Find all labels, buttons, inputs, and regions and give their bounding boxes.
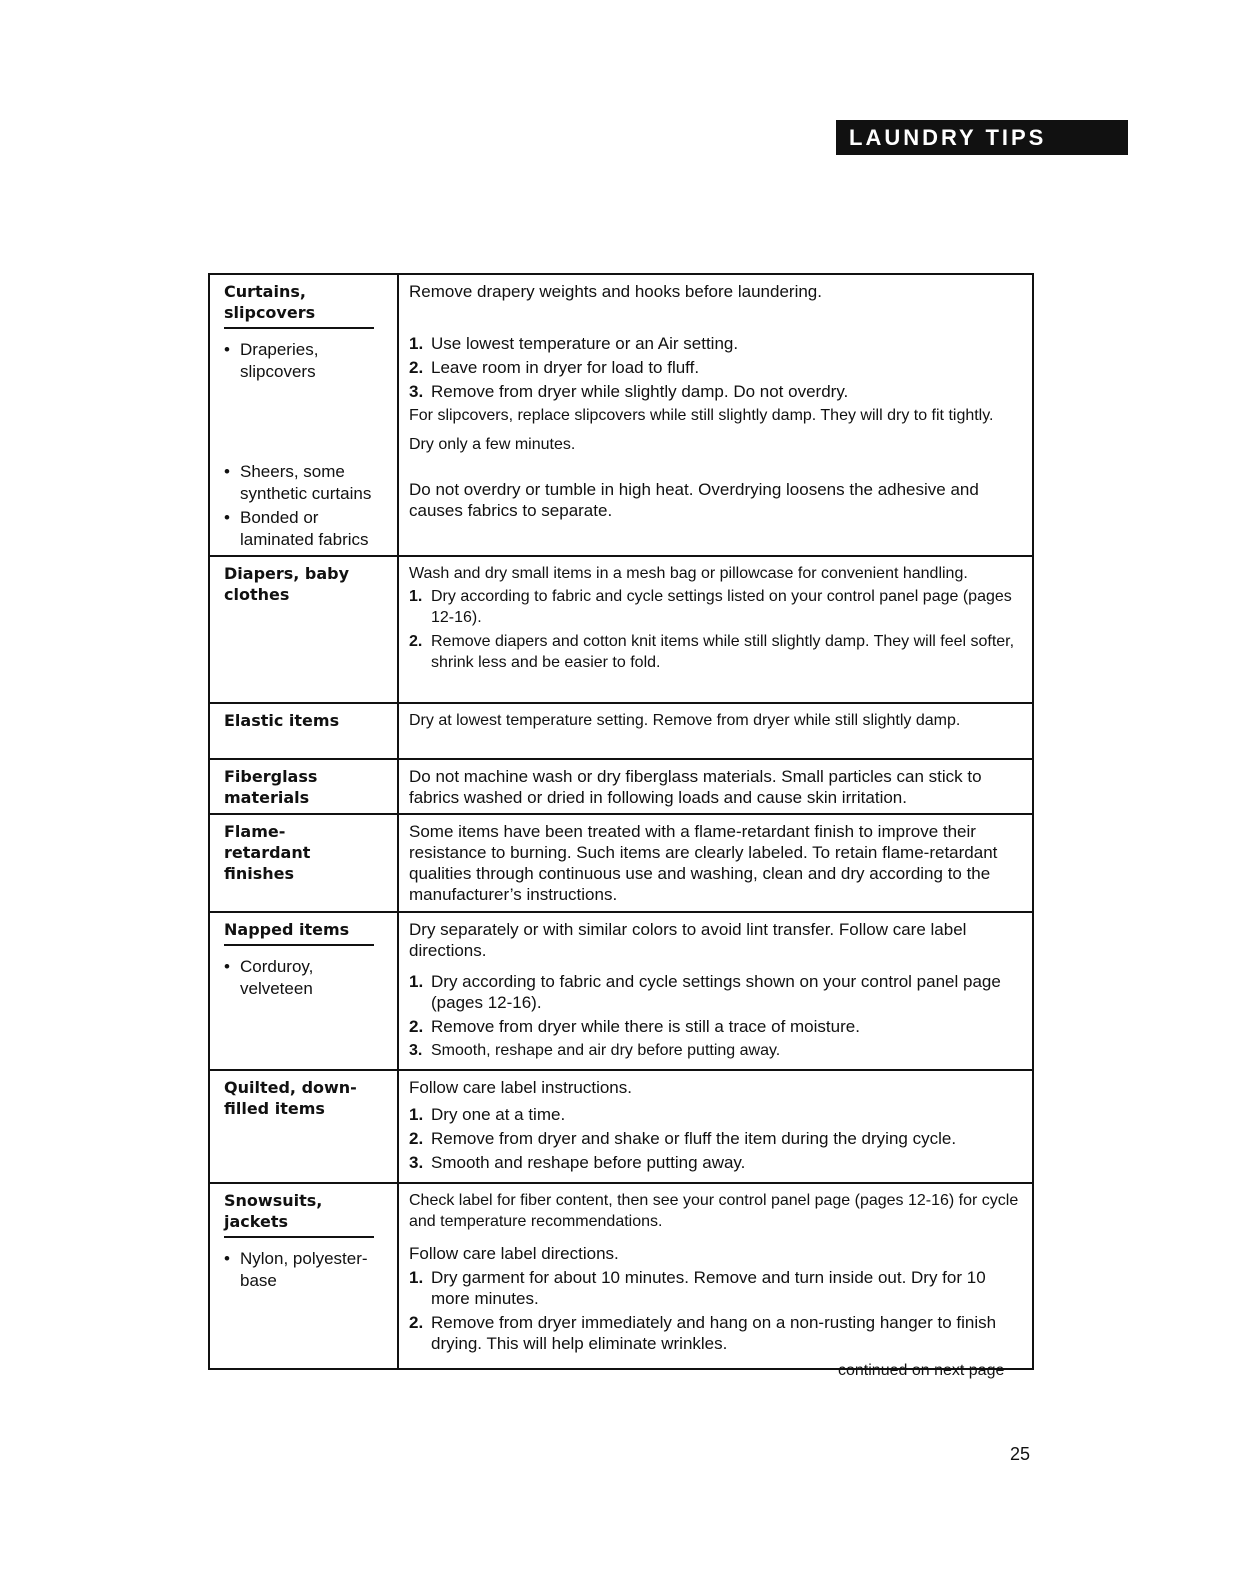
sheers-text: Dry only a few minutes. — [409, 436, 576, 453]
quilted-steps — [409, 1104, 1024, 1173]
row-elastic-left — [210, 704, 399, 758]
row-quilted-right — [399, 1071, 1032, 1182]
step-item: 2. Remove diapers and cotton knit items while still slightly damp. They will feel softer, shrink less and be easier to fold. — [409, 633, 1015, 671]
step-item: 1. Dry garment for about 10 minutes. Remove and turn inside out. Dry for 10 more minutes. — [409, 1268, 986, 1308]
step-item: 3. Smooth, reshape and air dry before putting away. — [409, 1042, 781, 1059]
snowsuits-steps — [409, 1267, 1024, 1354]
bullet-icon: • — [224, 340, 230, 359]
row-diapers-right — [399, 557, 1032, 702]
category-curtains: Curtains, slipcovers — [224, 281, 374, 329]
row-quilted — [210, 1071, 1032, 1184]
step-item: 2. Remove from dryer immediately and hang on a non-rusting hanger to finish drying. This will help eliminate wrinkles. — [409, 1313, 997, 1353]
step-item: 3. Remove from dryer while slightly damp. Do not overdry. — [409, 382, 849, 401]
row-flame-right — [399, 815, 1032, 911]
row-napped — [210, 913, 1032, 1071]
category-flame: Flame-retardant finishes — [224, 822, 311, 883]
curtains-intro: Remove drapery weights and hooks before laundering. — [409, 282, 822, 301]
row-fiberglass-left — [210, 760, 399, 813]
section-title-tab — [836, 120, 1128, 155]
bonded-text: Do not overdry or tumble in high heat. Overdrying loosens the adhesive and causes fabrics to separate. — [409, 480, 979, 520]
category-fiberglass: Fiberglass materials — [224, 767, 318, 807]
section-title: LAUNDRY TIPS — [849, 124, 1047, 150]
page-number: 25 — [1010, 1444, 1031, 1464]
category-napped: Napped items — [224, 919, 374, 946]
row-elastic-right — [399, 704, 1032, 758]
sub-bonded: • Bonded or laminated fabrics — [224, 508, 369, 549]
step-item: 1. Dry one at a time. — [409, 1105, 566, 1124]
curtains-steps — [409, 333, 1024, 402]
laundry-tips-table — [208, 273, 1034, 1370]
quilted-intro: Follow care label instructions. — [409, 1078, 632, 1097]
row-napped-right — [399, 913, 1032, 1069]
category-diapers: Diapers, baby clothes — [224, 564, 350, 604]
row-napped-left — [210, 913, 399, 1069]
napped-steps — [409, 971, 1024, 1061]
step-item: 2. Leave room in dryer for load to fluff. — [409, 358, 700, 377]
row-fiberglass-right — [399, 760, 1032, 813]
row-curtains — [210, 275, 1032, 557]
napped-intro: Dry separately or with similar colors to avoid lint transfer. Follow care label directions. — [409, 920, 967, 960]
continued-note: continued on next page — [838, 1362, 1005, 1379]
row-flame — [210, 815, 1032, 913]
flame-text: Some items have been treated with a flame-retardant finish to improve their resistance to burning. Such items are clearly labeled. To retain flame-retardant qualities through continuous use and washing, clean and dry according to the manufacturer’s instructions. — [409, 822, 998, 904]
diapers-intro: Wash and dry small items in a mesh bag or pillowcase for convenient handling. — [409, 565, 968, 582]
row-diapers — [210, 557, 1032, 704]
row-curtains-right — [399, 275, 1032, 555]
bullet-icon: • — [224, 957, 230, 976]
snowsuits-sub-intro: Follow care label directions. — [409, 1244, 619, 1263]
curtains-note: For slipcovers, replace slipcovers while still slightly damp. They will dry to fit tightly. — [409, 407, 994, 424]
bullet-icon: • — [224, 508, 230, 527]
step-item: 3. Smooth and reshape before putting away. — [409, 1153, 746, 1172]
bullet-icon: • — [224, 462, 230, 481]
row-snowsuits — [210, 1184, 1032, 1368]
category-snowsuits: Snowsuits, jackets — [224, 1190, 374, 1238]
row-fiberglass — [210, 760, 1032, 815]
step-item: 1. Dry according to fabric and cycle settings shown on your control panel page (pages 12-16). — [409, 972, 1001, 1012]
sub-sheers: • Sheers, some synthetic curtains — [224, 462, 372, 503]
sub-corduroy: • Corduroy, velveteen — [224, 957, 314, 998]
sub-draperies: • Draperies, slipcovers — [224, 340, 319, 381]
row-elastic — [210, 704, 1032, 760]
fiberglass-text: Do not machine wash or dry fiberglass materials. Small particles can stick to fabrics washed or dried in following loads and cause skin irritation. — [409, 767, 982, 807]
category-elastic: Elastic items — [224, 711, 340, 730]
step-item: 2. Remove from dryer and shake or fluff the item during the drying cycle. — [409, 1129, 957, 1148]
row-diapers-left — [210, 557, 399, 702]
row-flame-left — [210, 815, 399, 911]
snowsuits-intro: Check label for fiber content, then see your control panel page (pages 12-16) for cycle and temperature recommendations. — [409, 1192, 1019, 1230]
step-item: 2. Remove from dryer while there is still a trace of moisture. — [409, 1017, 860, 1036]
row-curtains-left — [210, 275, 399, 555]
sub-nylon: • Nylon, polyester-base — [224, 1249, 368, 1290]
elastic-text: Dry at lowest temperature setting. Remove from dryer while still slightly damp. — [409, 712, 961, 729]
category-quilted: Quilted, down-filled items — [224, 1078, 357, 1118]
step-item: 1. Dry according to fabric and cycle settings listed on your control panel page (pages 12-16). — [409, 588, 1012, 626]
row-snowsuits-left — [210, 1184, 399, 1368]
row-quilted-left — [210, 1071, 399, 1182]
row-snowsuits-right — [399, 1184, 1032, 1368]
bullet-icon: • — [224, 1249, 230, 1268]
step-item: 1. Use lowest temperature or an Air setting. — [409, 334, 739, 353]
diapers-steps — [409, 586, 1024, 673]
